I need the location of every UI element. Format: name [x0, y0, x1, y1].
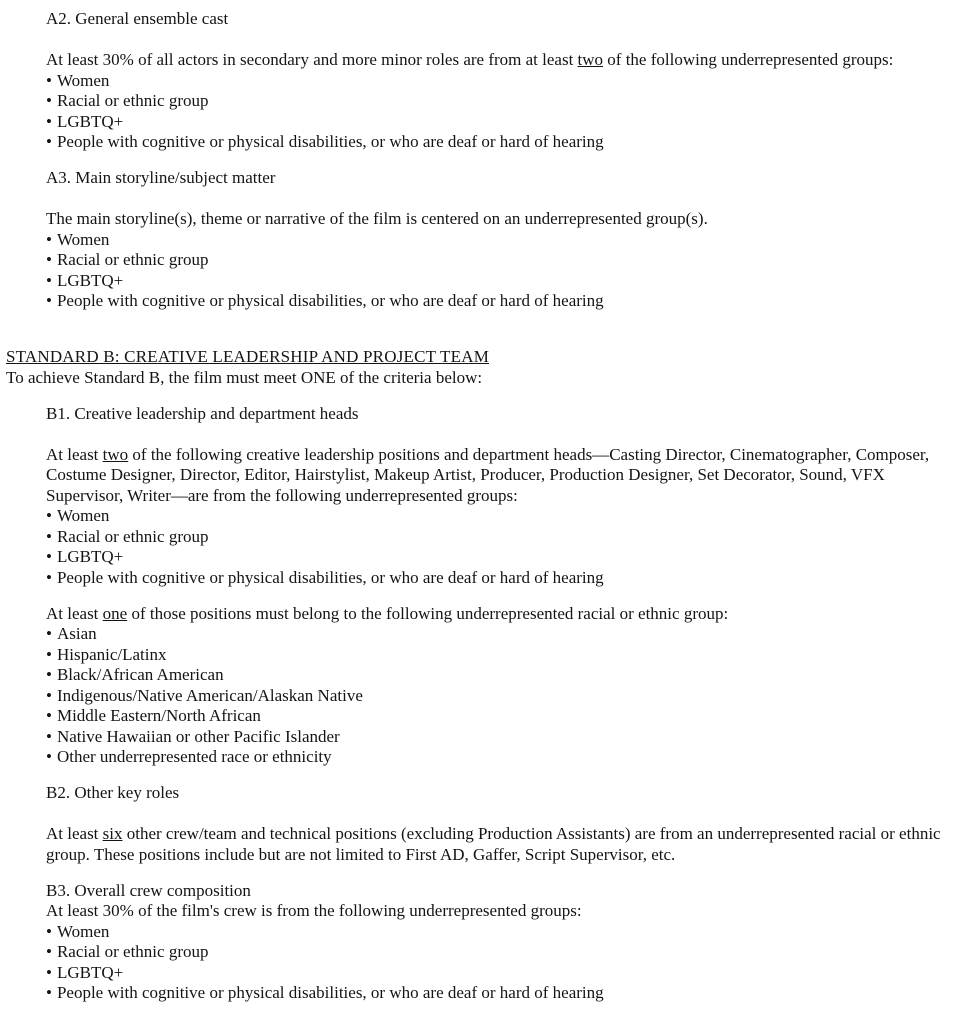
section-b2-heading: B2. Other key roles: [46, 783, 180, 802]
list-item: • Racial or ethnic group: [46, 91, 209, 110]
list-item: • LGBTQ+: [46, 270, 124, 290]
bullet-icon: •: [46, 726, 52, 746]
bullet-icon: •: [46, 111, 52, 131]
list-item: • Women: [46, 506, 110, 525]
list-item: • Racial or ethnic group: [46, 942, 209, 961]
section-b3: [6, 881, 949, 1004]
bullet-icon: •: [46, 962, 52, 982]
list-item: • Native Hawaiian or other Pacific Islander: [46, 726, 340, 746]
section-a3-groups-list: [46, 230, 949, 312]
bullet-icon: •: [46, 250, 52, 269]
list-item: • Indigenous/Native American/Alaskan Native: [46, 685, 363, 705]
list-item: • LGBTQ+: [46, 962, 124, 982]
section-a2: [6, 9, 949, 153]
section-a2-intro: At least 30% of all actors in secondary and more minor roles are from at least two of the following underrepresented groups:: [46, 50, 894, 69]
section-b1-ethnic-list: [46, 624, 949, 768]
bullet-icon: •: [46, 91, 52, 110]
list-item: • LGBTQ+: [46, 547, 124, 566]
section-b2-intro: At least six other crew/team and technical positions (excluding Production Assistants) are from an underrepresented racial or ethnic group. These positions include but are not limited to First AD, Gaffer, Script Supervisor, etc.: [46, 824, 941, 864]
list-item: • Asian: [46, 624, 97, 643]
standard-b-header: [6, 347, 949, 388]
bullet-icon: •: [46, 526, 52, 546]
list-item: • People with cognitive or physical disabilities, or who are deaf or hard of hearing: [46, 983, 604, 1002]
list-item: • People with cognitive or physical disabilities, or who are deaf or hard of hearing: [46, 567, 604, 587]
section-b3-groups-list: [46, 922, 949, 1004]
standard-b-heading: STANDARD B: CREATIVE LEADERSHIP AND PROJECT TEAM: [6, 347, 490, 366]
list-item: • Women: [46, 229, 110, 249]
section-b1-second-intro: At least one of those positions must belong to the following underrepresented racial or ethnic group:: [46, 603, 729, 623]
list-item: • Racial or ethnic group: [46, 526, 209, 546]
underlined-word: one: [102, 603, 128, 623]
section-b1: [6, 404, 949, 768]
section-a3-heading: A3. Main storyline/subject matter: [46, 168, 276, 187]
bullet-icon: •: [46, 685, 52, 705]
section-b1-intro: At least two of the following creative leadership positions and department heads—Casting Director, Cinematographer, Composer, Costume Designer, Director, Editor, Hairstylist, Makeup Artist, Producer, Production Designer, Set Decorator, Sound, VFX Supervisor, Writer—are from the following underrepresented groups:: [46, 444, 930, 505]
list-item: • Women: [46, 921, 110, 941]
bullet-icon: •: [46, 747, 52, 766]
section-b1-heading: B1. Creative leadership and department heads: [46, 403, 359, 423]
bullet-icon: •: [46, 921, 52, 941]
list-item: • Middle Eastern/North African: [46, 706, 261, 725]
list-item: • People with cognitive or physical disabilities, or who are deaf or hard of hearing: [46, 132, 604, 151]
bullet-icon: •: [46, 547, 52, 566]
bullet-icon: •: [46, 665, 52, 684]
section-b3-intro: At least 30% of the film's crew is from the following underrepresented groups:: [46, 901, 582, 920]
standard-b-subheading: To achieve Standard B, the film must meet ONE of the criteria below:: [6, 367, 483, 387]
list-item: • Black/African American: [46, 665, 224, 684]
bullet-icon: •: [46, 942, 52, 961]
bullet-icon: •: [46, 291, 52, 310]
section-b2: [6, 783, 949, 865]
bullet-icon: •: [46, 644, 52, 664]
list-item: • Hispanic/Latinx: [46, 644, 167, 664]
bullet-icon: •: [46, 229, 52, 249]
list-item: • People with cognitive or physical disabilities, or who are deaf or hard of hearing: [46, 291, 604, 310]
bullet-icon: •: [46, 983, 52, 1002]
bullet-icon: •: [46, 706, 52, 725]
section-a3-intro: The main storyline(s), theme or narrative of the film is centered on an underrepresented group(s).: [46, 209, 708, 228]
bullet-icon: •: [46, 506, 52, 525]
section-a2-groups-list: [46, 71, 949, 153]
section-a3: [6, 168, 949, 312]
section-a2-heading: A2. General ensemble cast: [46, 9, 229, 28]
bullet-icon: •: [46, 270, 52, 290]
list-item: • Other underrepresented race or ethnicity: [46, 747, 332, 766]
list-item: • LGBTQ+: [46, 111, 124, 131]
section-b1-groups-list: [46, 506, 949, 588]
section-b3-heading: B3. Overall crew composition: [46, 880, 251, 900]
underlined-word: two: [577, 50, 604, 69]
bullet-icon: •: [46, 132, 52, 151]
bullet-icon: •: [46, 567, 52, 587]
bullet-icon: •: [46, 70, 52, 90]
underlined-word: six: [102, 824, 123, 843]
list-item: • Women: [46, 70, 110, 90]
list-item: • Racial or ethnic group: [46, 250, 209, 269]
bullet-icon: •: [46, 624, 52, 643]
underlined-word: two: [102, 444, 129, 464]
